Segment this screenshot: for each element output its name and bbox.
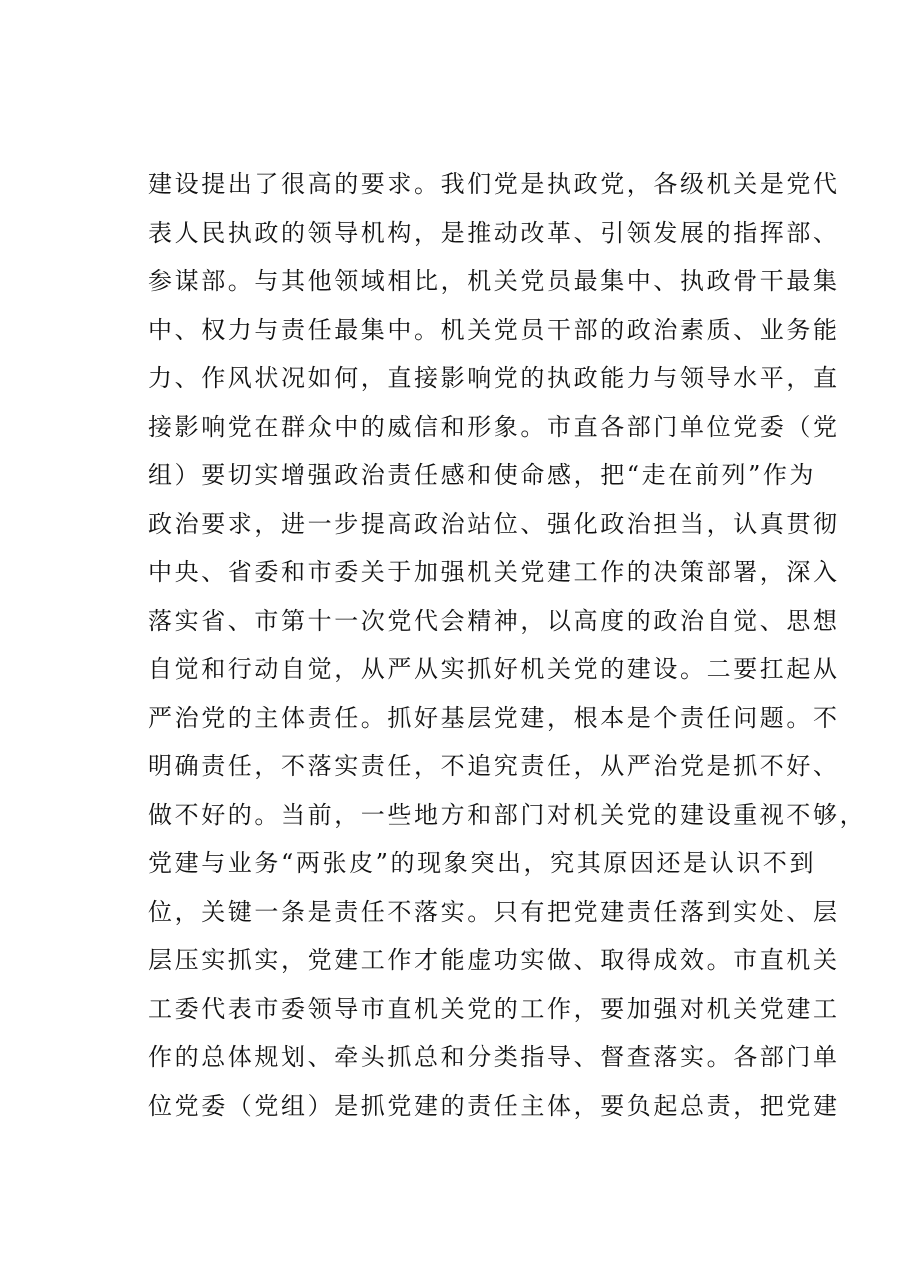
text-line: 建设提出了很高的要求。我们党是执政党，各级机关是党代 [148,170,840,198]
text-line: 中央、省委和市委关于加强机关党建工作的决策部署，深入 [148,558,840,586]
text-line: 参谋部。与其他领域相比，机关党员最集中、执政骨干最集 [148,267,840,295]
text-line: 作的总体规划、牵头抓总和分类指导、督查落实。各部门单 [148,1043,840,1071]
text-line: 党建与业务“两张皮”的现象突出，究其原因还是认识不到 [148,849,817,877]
text-line: 接影响党在群众中的威信和形象。市直各部门单位党委（党 [148,412,840,441]
text-line: 落实省、市第十一次党代会精神，以高度的政治自觉、思想 [148,606,840,635]
text-line: 力、作风状况如何，直接影响党的执政能力与领导水平，直 [148,364,840,392]
text-line: 组）要切实增强政治责任感和使命感，把“走在前列”作为 [148,461,817,489]
text-line: 中、权力与责任最集中。机关党员干部的政治素质、业务能 [148,315,840,344]
text-line: 工委代表市委领导市直机关党的工作，要加强对机关党建工 [148,994,840,1023]
text-line: 位党委（党组）是抓党建的责任主体，要负起总责，把党建 [148,1091,840,1120]
text-line: 政治要求，进一步提高政治站位、强化政治担当，认真贯彻 [148,509,840,538]
text-line: 严治党的主体责任。抓好基层党建，根本是个责任问题。不 [148,703,840,732]
text-line: 位，关键一条是责任不落实。只有把党建责任落到实处、层 [148,897,840,926]
text-line: 表人民执政的领导机构，是推动改革、引领发展的指挥部、 [148,218,840,247]
text-line: 明确责任，不落实责任，不追究责任，从严治党是抓不好、 [148,752,840,780]
text-line: 做不好的。当前，一些地方和部门对机关党的建设重视不够， [148,800,867,829]
text-line: 自觉和行动自觉，从严从实抓好机关党的建设。二要扛起从 [148,655,840,683]
text-line: 层压实抓实，党建工作才能虚功实做、取得成效。市直机关 [148,946,840,974]
body-text [148,160,867,1130]
